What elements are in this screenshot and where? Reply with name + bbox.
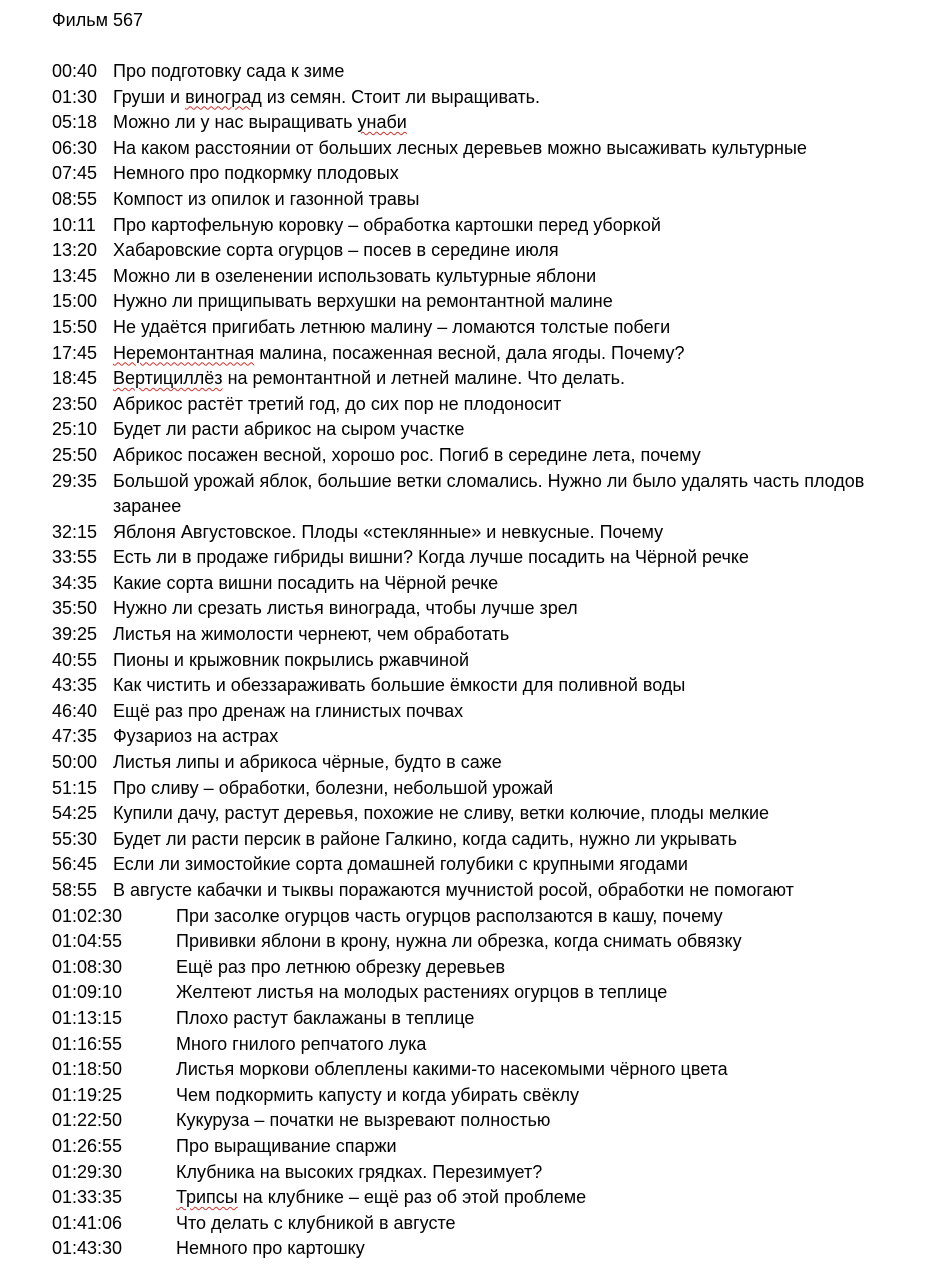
timestamp: 46:40 [52,700,98,721]
timestamp: 01:22:50 [52,1110,123,1131]
spellcheck-flagged-word: Неремонтантная [113,342,255,363]
text-fragment: Нужно ли срезать листья винограда, чтобы лучше зрел [113,598,578,619]
entry-text [176,929,912,955]
entry-text [176,1083,912,1109]
entry-text [113,187,912,213]
entry-text [113,520,912,546]
text-fragment: Немного про картошку [176,1238,365,1259]
text-fragment: Много гнилого репчатого лука [176,1033,427,1054]
timestamp: 18:45 [52,368,98,389]
entry-text [113,59,912,85]
list-item [52,315,912,341]
text-fragment: Кукуруза – початки не вызревают полностью [176,1110,551,1131]
entry-text [113,161,912,187]
list-item [52,366,912,392]
timestamp: 01:33:35 [52,1187,123,1208]
text-fragment: Груши и [113,86,186,107]
entry-text [176,980,912,1006]
list-item [52,1185,912,1211]
list-item [52,1236,912,1262]
timestamp: 01:13:15 [52,1007,123,1028]
entry-text [176,1032,912,1058]
entry-text [176,1108,912,1134]
list-item [52,110,912,136]
entry-text [113,596,912,622]
text-fragment: Какие сорта вишни посадить на Чёрной речке [113,572,499,593]
timestamp: 35:50 [52,598,98,619]
text-fragment: Желтеют листья на молодых растениях огурцов в теплице [176,982,668,1003]
text-fragment: Как чистить и обеззараживать большие ёмкости для поливной воды [113,675,686,696]
document-page [52,8,912,1262]
text-fragment: Будет ли расти абрикос на сыром участке [113,419,465,440]
text-fragment: Яблоня Августовское. Плоды «стеклянные» и невкусные. Почему [113,521,664,542]
list-item [52,929,912,955]
list-item [52,545,912,571]
list-item [52,161,912,187]
timestamp: 01:04:55 [52,931,123,952]
list-item [52,878,912,904]
entry-text [176,904,912,930]
list-item [52,699,912,725]
entry-text [113,85,912,111]
timestamp-list [52,59,912,1262]
timestamp: 06:30 [52,137,98,158]
spacer [52,32,912,59]
entry-text [176,1185,912,1211]
list-item [52,341,912,367]
text-fragment: Про сливу – обработки, болезни, небольшой урожай [113,777,554,798]
entry-text [113,673,912,699]
timestamp: 33:55 [52,547,98,568]
list-item [52,59,912,85]
timestamp: 07:45 [52,163,98,184]
text-fragment: Пионы и крыжовник покрылись ржавчиной [113,649,470,670]
entry-text [113,878,912,904]
text-fragment: На каком расстоянии от больших лесных деревьев можно высаживать культурные [113,137,807,158]
entry-text [176,1006,912,1032]
text-fragment: Про картофельную коровку – обработка картошки перед уборкой [113,214,661,235]
text-fragment: на ремонтантной и летней малине. Что делать. [222,368,625,389]
entry-text [113,545,912,571]
text-fragment: Купили дачу, растут деревья, похожие не сливу, ветки колючие, плоды мелкие [113,803,770,824]
timestamp: 54:25 [52,803,98,824]
entry-text [176,1211,912,1237]
text-fragment: из семян. Стоит ли выращивать. [261,86,541,107]
list-item [52,289,912,315]
list-item [52,1083,912,1109]
document-title: Фильм 567 [52,10,144,30]
entry-text [113,417,912,443]
text-fragment: Не удаётся пригибать летнюю малину – ломаются толстые побеги [113,316,671,337]
entry-text [113,801,912,827]
list-item [52,904,912,930]
timestamp: 56:45 [52,854,98,875]
entry-text [113,136,912,162]
timestamp: 25:50 [52,444,98,465]
list-item [52,750,912,776]
text-fragment: Ещё раз про летнюю обрезку деревьев [176,956,506,977]
entry-text [113,110,912,136]
timestamp: 01:30 [52,86,98,107]
list-item [52,622,912,648]
text-fragment: Чем подкормить капусту и когда убирать свёклу [176,1084,580,1105]
list-item [52,571,912,597]
entry-text [113,264,912,290]
list-item [52,238,912,264]
list-item [52,443,912,469]
list-item [52,1134,912,1160]
timestamp: 47:35 [52,726,98,747]
timestamp: 51:15 [52,777,98,798]
entry-text [113,571,912,597]
list-item [52,392,912,418]
text-fragment: Нужно ли прищипывать верхушки на ремонтантной малине [113,291,613,312]
timestamp: 25:10 [52,419,98,440]
entry-text [113,699,912,725]
text-fragment: Клубника на высоких грядках. Перезимует? [176,1161,543,1182]
entry-text [113,213,912,239]
timestamp: 29:35 [52,470,98,491]
text-fragment: Что делать с клубникой в августе [176,1212,456,1233]
list-item [52,264,912,290]
timestamp: 50:00 [52,752,98,773]
timestamp: 34:35 [52,572,98,593]
text-fragment: Если ли зимостойкие сорта домашней голубики с крупными ягодами [113,854,688,875]
entry-text [113,366,912,392]
entry-text [113,315,912,341]
spellcheck-flagged-word: Трипсы [176,1187,238,1208]
timestamp: 01:08:30 [52,956,123,977]
spellcheck-flagged-word: унаби [357,112,407,133]
list-item [52,596,912,622]
list-item [52,776,912,802]
entry-text [113,648,912,674]
text-fragment: Ещё раз про дренаж на глинистых почвах [113,700,464,721]
text-fragment: малина, посаженная весной, дала ягоды. Почему? [254,342,685,363]
text-fragment: Будет ли расти персик в районе Галкино, когда садить, нужно ли укрывать [113,828,737,849]
list-item [52,673,912,699]
list-item [52,136,912,162]
list-item [52,417,912,443]
text-fragment: Хабаровские сорта огурцов – посев в середине июля [113,240,559,261]
timestamp: 13:20 [52,240,98,261]
timestamp: 58:55 [52,880,98,900]
timestamp: 01:16:55 [52,1033,123,1054]
timestamp: 01:09:10 [52,982,123,1003]
text-fragment: Прививки яблони в крону, нужна ли обрезка, когда снимать обвязку [176,931,742,952]
text-fragment: Немного про подкормку плодовых [113,163,399,184]
text-fragment: Листья на жимолости чернеют, чем обработать [113,624,510,645]
timestamp: 01:43:30 [52,1238,123,1259]
entry-text [113,469,912,520]
list-item [52,1057,912,1083]
timestamp: 15:50 [52,316,98,337]
timestamp: 00:40 [52,61,98,81]
spellcheck-flagged-word: виноград [185,86,262,107]
list-item [52,1032,912,1058]
timestamp: 01:18:50 [52,1059,123,1080]
entry-text [113,776,912,802]
text-fragment: Абрикос растёт третий год, до сих пор не плодоносит [113,393,562,414]
entry-text [176,1057,912,1083]
list-item [52,1211,912,1237]
text-fragment: Плохо растут баклажаны в теплице [176,1007,475,1028]
entry-text [113,852,912,878]
list-item [52,1160,912,1186]
list-item [52,980,912,1006]
entry-text [113,289,912,315]
text-fragment: Листья липы и абрикоса чёрные, будто в саже [113,752,502,773]
timestamp: 01:26:55 [52,1135,123,1156]
timestamp: 01:41:06 [52,1212,123,1233]
list-item [52,213,912,239]
timestamp: 15:00 [52,291,98,312]
timestamp: 05:18 [52,112,98,133]
entry-text [113,443,912,469]
entry-text [113,622,912,648]
entry-text [176,1236,912,1262]
entry-text [113,724,912,750]
text-fragment: Можно ли в озеленении использовать культурные яблони [113,265,597,286]
timestamp: 55:30 [52,828,98,849]
list-item [52,469,912,520]
list-item [52,1006,912,1032]
timestamp: 23:50 [52,393,98,414]
timestamp: 17:45 [52,342,98,363]
entry-text [113,750,912,776]
timestamp: 32:15 [52,521,98,542]
text-fragment: Есть ли в продаже гибриды вишни? Когда лучше посадить на Чёрной речке [113,547,749,568]
text-fragment: на клубнике – ещё раз об этой проблеме [237,1187,587,1208]
text-fragment: Абрикос посажен весной, хорошо рос. Погиб в середине лета, почему [113,444,701,465]
text-fragment: При засолке огурцов часть огурцов расползаются в кашу, почему [176,905,723,926]
timestamp: 43:35 [52,675,98,696]
text-fragment: В августе кабачки и тыквы поражаются мучнистой росой, обработки не помогают [113,880,794,900]
text-fragment: Про выращивание спаржи [176,1135,397,1156]
text-fragment: Большой урожай яблок, большие ветки сломались. Нужно ли было удалять часть плодов заранее [113,470,865,517]
text-fragment: Компост из опилок и газонной травы [113,188,420,209]
text-fragment: Можно ли у нас выращивать [113,112,358,133]
entry-text [176,1160,912,1186]
timestamp: 13:45 [52,265,98,286]
timestamp: 01:29:30 [52,1161,123,1182]
timestamp: 01:19:25 [52,1084,123,1105]
list-item [52,520,912,546]
text-fragment: Про подготовку сада к зиме [113,61,345,81]
timestamp: 39:25 [52,624,98,645]
list-item [52,724,912,750]
entry-text [113,827,912,853]
timestamp: 01:02:30 [52,905,123,926]
list-item [52,827,912,853]
list-item [52,955,912,981]
list-item [52,648,912,674]
list-item [52,801,912,827]
list-item [52,85,912,111]
entry-text [113,238,912,264]
entry-text [113,341,912,367]
timestamp: 40:55 [52,649,98,670]
entry-text [176,955,912,981]
list-item [52,187,912,213]
text-fragment: Фузариоз на астрах [113,726,279,747]
timestamp: 08:55 [52,188,98,209]
text-fragment: Листья моркови облеплены какими-то насекомыми чёрного цвета [176,1059,728,1080]
list-item [52,1108,912,1134]
entry-text [176,1134,912,1160]
timestamp: 10:11 [52,214,96,235]
spellcheck-flagged-word: Вертициллёз [113,368,223,389]
entry-text [113,392,912,418]
list-item [52,852,912,878]
